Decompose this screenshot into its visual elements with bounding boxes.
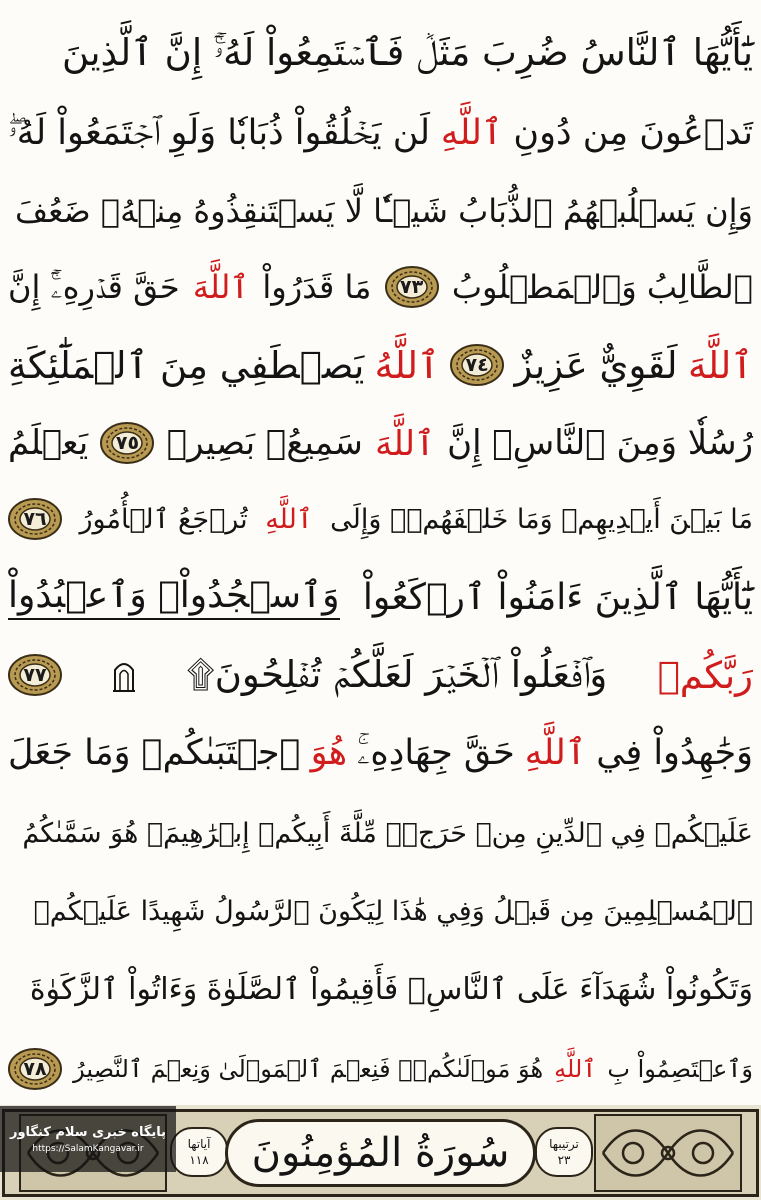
verse-number: ٧٥ bbox=[115, 432, 140, 454]
quran-line bbox=[8, 954, 753, 1024]
divine-name-text: ٱللَّهِ bbox=[524, 733, 587, 773]
quran-text-block bbox=[8, 0, 753, 1105]
verse-text: ٱلطَّالِبُ وَٱلۡمَطۡلُوبُ bbox=[451, 268, 753, 306]
verse-number: ٧٦ bbox=[23, 508, 47, 530]
verse-number-marker bbox=[8, 1048, 62, 1090]
quran-line bbox=[8, 18, 753, 88]
order-label: ترتيبها bbox=[549, 1137, 579, 1151]
sajdah-mihrab-icon bbox=[112, 658, 136, 692]
divine-name-text: ٱللَّهِ bbox=[265, 503, 313, 535]
verse-text: وَتَكُونُواْ شُهَدَآءَ عَلَى ٱلنَّاسِۚ فَأَقِيمُواْ ٱلصَّلَوٰةَ وَءَاتُواْ ٱلزَّكَوٰةَ bbox=[29, 971, 753, 1007]
divine-name-text: ٱللَّهِ bbox=[440, 113, 503, 153]
divine-name-text: هُوَ bbox=[310, 733, 348, 773]
verse-number-marker bbox=[100, 422, 154, 464]
divine-name-text: ٱللَّهَ bbox=[687, 343, 753, 387]
verse-text: تُرۡجَعُ ٱلۡأُمُورُ bbox=[79, 503, 248, 535]
ayat-label: آياتها bbox=[187, 1137, 211, 1151]
divine-name-text: ٱللَّهِ bbox=[554, 1055, 597, 1083]
site-watermark bbox=[0, 1106, 176, 1172]
verse-text: وَٱسۡجُدُواْۤ وَٱعۡبُدُواْ bbox=[8, 575, 340, 620]
quran-line bbox=[8, 408, 753, 478]
verse-text: هُوَ مَوۡلَىٰكُمۡۖ فَنِعۡمَ ٱلۡمَوۡلَىٰ وَنِعۡمَ ٱلنَّصِيرُ bbox=[73, 1055, 544, 1083]
verse-text: ٱجۡتَبَىٰكُمۡ وَمَا جَعَلَ bbox=[8, 733, 301, 773]
quran-line bbox=[8, 718, 753, 788]
quran-line bbox=[8, 98, 753, 168]
arabesque-ornament-icon bbox=[593, 1113, 743, 1193]
quran-line bbox=[8, 1034, 753, 1104]
verse-text: تَدۡعُونَ مِن دُونِ bbox=[513, 113, 753, 153]
verse-text: وَٱفۡعَلُواْ ٱلۡخَيۡرَ لَعَلَّكُمۡ تُفۡلِحُونَ۩ bbox=[186, 653, 608, 696]
verse-text: حَقَّ جِهَادِهِۦۚ bbox=[357, 733, 515, 773]
ayat-value: ١١٨ bbox=[189, 1153, 209, 1167]
verse-number: ٧٧ bbox=[23, 664, 47, 686]
verse-number-marker bbox=[450, 344, 504, 386]
divine-name-text: ٱللَّهَ bbox=[375, 423, 435, 464]
quran-line bbox=[8, 252, 753, 322]
verse-text: لَقَوِيٌّ عَزِيزٌ bbox=[514, 343, 678, 387]
verse-text: عَلَيۡكُمۡ فِي ٱلدِّينِ مِنۡ حَرَجٖۚ مِّلَّةَ أَبِيكُمۡ إِبۡرَٰهِيمَۚ هُوَ سَمَّىٰكُمُ bbox=[22, 817, 753, 849]
quran-line bbox=[8, 640, 753, 710]
divine-name-text: ٱللَّهُ bbox=[374, 343, 440, 387]
order-value: ٢٣ bbox=[557, 1153, 571, 1167]
divine-name-text: ٱللَّهَ bbox=[192, 268, 250, 306]
verse-text: يَٰٓأَيُّهَا ٱلَّذِينَ ءَامَنُواْ ٱرۡكَعُواْ bbox=[362, 576, 753, 618]
verse-number-marker bbox=[385, 266, 439, 308]
quran-line bbox=[8, 484, 753, 554]
verse-text: وَٱعۡتَصِمُواْ بِ bbox=[607, 1055, 753, 1083]
verse-text: سَمِيعُۢ بَصِيرٞ bbox=[166, 423, 363, 463]
quran-line bbox=[8, 798, 753, 868]
verse-text: رُسُلٗا وَمِنَ ٱلنَّاسِۚ إِنَّ bbox=[447, 423, 753, 463]
verse-text: يَٰٓأَيُّهَا ٱلنَّاسُ ضُرِبَ مَثَلٞ فَٱسۡتَمِعُواْ لَهُۥٓۚ إِنَّ ٱلَّذِينَ bbox=[62, 31, 753, 74]
sura-title: سُورَةُ المُؤمِنُونَ bbox=[251, 1130, 510, 1176]
verse-number: ٧٨ bbox=[23, 1058, 47, 1080]
verse-text: وَإِن يَسۡلُبۡهُمُ ٱلذُّبَابُ شَيۡـٔٗا لَّا يَسۡتَنقِذُوهُ مِنۡهُۚ ضَعُفَ bbox=[14, 192, 753, 230]
verse-number-marker bbox=[8, 498, 62, 540]
verse-number: ٧٣ bbox=[400, 276, 424, 298]
ayat-count-box bbox=[170, 1127, 228, 1177]
quran-line bbox=[8, 876, 753, 946]
verse-text: يَصۡطَفِي مِنَ ٱلۡمَلَٰٓئِكَةِ bbox=[8, 343, 365, 387]
quran-line bbox=[8, 330, 753, 400]
divine-name-text: رَبَّكُمۡ bbox=[657, 653, 753, 697]
verse-number: ٧٤ bbox=[465, 354, 489, 376]
sura-order-box bbox=[535, 1127, 593, 1177]
verse-text: ٱلۡمُسۡلِمِينَ مِن قَبۡلُ وَفِي هَٰذَا لِيَكُونَ ٱلرَّسُولُ شَهِيدًا عَلَيۡكُمۡ bbox=[33, 895, 753, 927]
verse-text: لَن يَخۡلُقُواْ ذُبَابٗا وَلَوِ ٱجۡتَمَعُواْ لَهُۥۖ bbox=[8, 113, 430, 153]
quran-line bbox=[8, 562, 753, 632]
sura-title-panel bbox=[225, 1119, 536, 1187]
verse-number-marker bbox=[8, 654, 62, 696]
verse-text: مَا بَيۡنَ أَيۡدِيهِمۡ وَمَا خَلۡفَهُمۡۗ وَإِلَى bbox=[330, 503, 753, 535]
quran-line bbox=[8, 176, 753, 246]
verse-text: حَقَّ قَدۡرِهِۦٓۚ إِنَّ bbox=[8, 267, 180, 306]
watermark-title: پایگاه خبری سلام کنگاور bbox=[9, 1124, 167, 1140]
watermark-url: https://SalamKangavar.ir bbox=[32, 1143, 144, 1154]
verse-text: مَا قَدَرُواْ bbox=[262, 268, 372, 306]
verse-text: يَعۡلَمُ bbox=[8, 423, 89, 463]
verse-text: وَجَٰهِدُواْ فِي bbox=[596, 733, 753, 773]
